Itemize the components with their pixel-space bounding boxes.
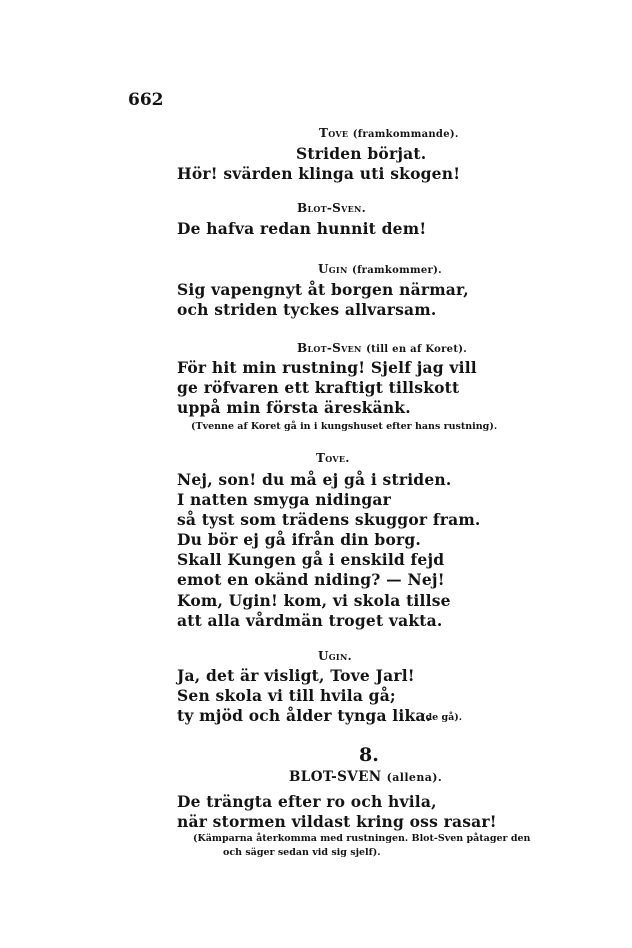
scene-number: 8. [359, 744, 379, 766]
stage-direction: och säger sedan vid sig sjelf). [223, 847, 381, 858]
verse-line: emot en okänd niding? — Nej! [177, 570, 445, 589]
stage-direction: (de gå). [421, 712, 463, 723]
speaker-name: BLOT-SVEN [289, 769, 382, 785]
verse-line: att alla vårdmän troget vakta. [177, 611, 443, 630]
stage-direction: (allena). [386, 771, 443, 784]
verse-line: Du bör ej gå ifrån din borg. [177, 530, 421, 549]
speaker-name: Ugin [318, 262, 348, 276]
page-number: 662 [128, 90, 164, 110]
stage-direction: (framkommer). [352, 265, 442, 276]
verse-line: ge röfvaren ett kraftigt tillskott [177, 378, 460, 397]
speaker-heading [289, 769, 442, 785]
verse-line: De trängta efter ro och hvila, [177, 792, 437, 811]
speaker-heading: Blot-Sven. [297, 201, 367, 215]
speaker-heading: Ugin. [318, 649, 353, 663]
speaker-heading: Tove. [316, 451, 350, 465]
verse-line: I natten smyga nidingar [177, 490, 392, 509]
verse-line: så tyst som trädens skuggor fram. [177, 510, 481, 529]
verse-line: De hafva redan hunnit dem! [177, 219, 427, 238]
speaker-heading [297, 341, 467, 355]
verse-line: när stormen vildast kring oss rasar! [177, 812, 497, 831]
verse-line: ty mjöd och ålder tynga lika. [177, 706, 432, 725]
verse-line: uppå min första äreskänk. [177, 398, 411, 417]
verse-line: Nej, son! du må ej gå i striden. [177, 470, 452, 489]
verse-line: Striden börjat. [296, 144, 427, 163]
verse-line: Kom, Ugin! kom, vi skola tillse [177, 591, 451, 610]
speaker-heading [318, 262, 442, 276]
verse-line: För hit min rustning! Sjelf jag vill [177, 358, 477, 377]
stage-direction: (framkommande). [352, 129, 459, 140]
speaker-heading [319, 126, 459, 140]
stage-direction: (Kämparna återkomma med rustningen. Blot-Sven påtager den [193, 833, 531, 844]
verse-line: Sen skola vi till hvila gå; [177, 686, 396, 705]
speaker-name: Tove [319, 126, 349, 140]
verse-line: Hör! svärden klinga uti skogen! [177, 164, 461, 183]
verse-line: Ja, det är visligt, Tove Jarl! [177, 666, 415, 685]
stage-direction: (till en af Koret). [366, 344, 468, 355]
speaker-name: Blot-Sven [297, 341, 362, 355]
verse-line: och striden tyckes allvarsam. [177, 300, 437, 319]
verse-line: Skall Kungen gå i enskild fejd [177, 550, 445, 569]
stage-direction: (Tvenne af Koret gå in i kungshuset efter hans rustning). [191, 421, 498, 432]
verse-line: Sig vapengnyt åt borgen närmar, [177, 280, 469, 299]
